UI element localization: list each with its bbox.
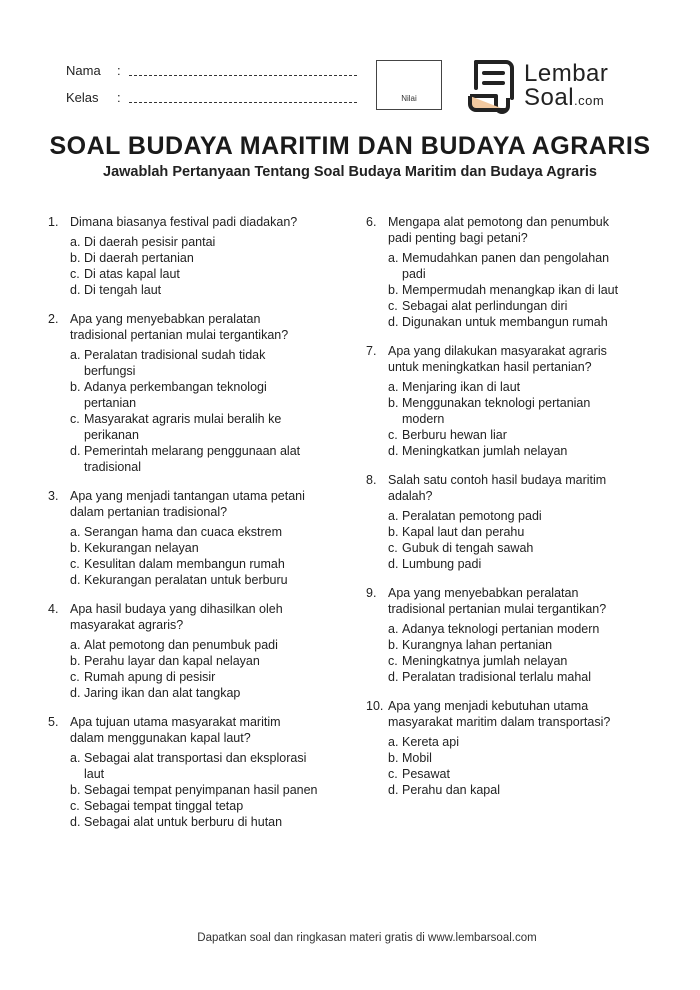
option-letter: c.	[70, 267, 80, 281]
option-text: Sebagai alat transportasi dan eksplorasi laut	[84, 751, 307, 781]
option-text: Menggunakan teknologi pertanian modern	[402, 396, 591, 426]
logo-text-suffix: .com	[574, 93, 605, 108]
answer-option[interactable]	[388, 540, 636, 556]
answer-option[interactable]	[70, 266, 318, 282]
option-letter: c.	[70, 412, 80, 426]
option-letter: b.	[70, 654, 81, 668]
option-text: Pemerintah melarang penggunaan alat tradisional	[84, 444, 301, 474]
kelas-input-line[interactable]	[129, 102, 357, 103]
answer-option[interactable]	[388, 250, 636, 282]
answer-option[interactable]	[388, 782, 636, 798]
option-letter: d.	[70, 573, 81, 587]
answer-option[interactable]	[388, 395, 636, 427]
question-4	[48, 601, 318, 701]
option-letter: d.	[388, 444, 399, 458]
option-text: Adanya teknologi pertanian modern	[402, 622, 600, 636]
option-text: Digunakan untuk membangun rumah	[402, 315, 608, 329]
answer-option[interactable]	[388, 314, 636, 330]
option-text: Meningkatnya jumlah nelayan	[402, 654, 568, 668]
option-text: Kurangnya lahan pertanian	[402, 638, 553, 652]
answer-option[interactable]	[388, 427, 636, 443]
answer-option[interactable]	[70, 798, 318, 814]
option-letter: c.	[388, 299, 398, 313]
option-letter: a.	[70, 525, 81, 539]
question-number: 9.	[366, 586, 377, 600]
option-letter: d.	[70, 686, 81, 700]
answer-option[interactable]	[70, 234, 318, 250]
option-text: Sebagai alat perlindungan diri	[402, 299, 568, 313]
option-letter: b.	[70, 783, 81, 797]
answer-option[interactable]	[388, 282, 636, 298]
question-3	[48, 488, 318, 588]
answer-option[interactable]	[388, 621, 636, 637]
option-text: Kekurangan peralatan untuk berburu	[84, 573, 288, 587]
option-text: Sebagai alat untuk berburu di hutan	[84, 815, 283, 829]
option-letter: a.	[388, 251, 399, 265]
option-letter: a.	[70, 235, 81, 249]
answer-option[interactable]	[70, 282, 318, 298]
question-text: Mengapa alat pemotong dan penumbuk padi penting bagi petani?	[388, 215, 609, 245]
lembarsoal-logo	[466, 58, 616, 114]
answer-option[interactable]	[388, 379, 636, 395]
question-number: 6.	[366, 215, 377, 229]
option-text: Adanya perkembangan teknologi pertanian	[84, 380, 267, 410]
answer-option[interactable]	[388, 734, 636, 750]
question-number: 3.	[48, 489, 59, 503]
document-scroll-icon	[466, 58, 520, 114]
option-text: Sebagai tempat tinggal tetap	[84, 799, 244, 813]
option-letter: a.	[388, 509, 399, 523]
answer-option[interactable]	[70, 653, 318, 669]
question-text: Apa yang menjadi tantangan utama petani dalam pertanian tradisional?	[70, 489, 305, 519]
option-letter: b.	[388, 396, 399, 410]
question-10	[366, 698, 636, 798]
question-1	[48, 214, 318, 298]
option-text: Sebagai tempat penyimpanan hasil panen	[84, 783, 318, 797]
question-number: 2.	[48, 312, 59, 326]
option-letter: c.	[70, 799, 80, 813]
option-text: Rumah apung di pesisir	[84, 670, 216, 684]
answer-option[interactable]	[70, 250, 318, 266]
answer-option[interactable]	[388, 556, 636, 572]
option-text: Peralatan pemotong padi	[402, 509, 542, 523]
option-letter: b.	[388, 751, 399, 765]
option-text: Peralatan tradisional sudah tidak berfungsi	[84, 348, 266, 378]
question-text: Dimana biasanya festival padi diadakan?	[70, 215, 298, 229]
question-8	[366, 472, 636, 572]
option-letter: b.	[388, 638, 399, 652]
answer-option[interactable]	[388, 750, 636, 766]
option-letter: a.	[388, 735, 399, 749]
option-letter: d.	[70, 283, 81, 297]
question-text: Apa yang menyebabkan peralatan tradisional pertanian mulai tergantikan?	[70, 312, 289, 342]
answer-option[interactable]	[388, 524, 636, 540]
answer-option[interactable]	[70, 411, 318, 443]
question-number: 4.	[48, 602, 59, 616]
option-text: Meningkatkan jumlah nelayan	[402, 444, 568, 458]
questions-left-column	[48, 214, 318, 843]
option-text: Jaring ikan dan alat tangkap	[84, 686, 241, 700]
answer-option[interactable]	[70, 379, 318, 411]
option-letter: d.	[388, 783, 399, 797]
answer-option[interactable]	[70, 524, 318, 540]
question-9	[366, 585, 636, 685]
option-letter: d.	[388, 315, 399, 329]
option-letter: c.	[70, 557, 80, 571]
option-text: Menjaring ikan di laut	[402, 380, 521, 394]
option-text: Di daerah pesisir pantai	[84, 235, 216, 249]
logo-text-lembar: Lembar	[524, 60, 609, 87]
answer-option[interactable]	[70, 347, 318, 379]
option-letter: a.	[70, 348, 81, 362]
option-letter: a.	[388, 380, 399, 394]
answer-option[interactable]	[70, 572, 318, 588]
question-7	[366, 343, 636, 459]
option-text: Di daerah pertanian	[84, 251, 194, 265]
question-number: 10.	[366, 699, 384, 713]
kelas-label: Kelas	[66, 90, 99, 105]
nilai-box[interactable]	[376, 60, 442, 110]
kelas-colon: :	[117, 90, 121, 105]
answer-option[interactable]	[388, 653, 636, 669]
option-text: Pesawat	[402, 767, 450, 781]
option-text: Mobil	[402, 751, 432, 765]
question-2	[48, 311, 318, 475]
nama-colon: :	[117, 63, 121, 78]
answer-option[interactable]	[388, 766, 636, 782]
option-text: Mempermudah menangkap ikan di laut	[402, 283, 619, 297]
option-letter: b.	[70, 251, 81, 265]
option-letter: c.	[388, 767, 398, 781]
answer-option[interactable]	[70, 750, 318, 782]
question-number: 5.	[48, 715, 59, 729]
option-letter: d.	[388, 557, 399, 571]
option-text: Perahu dan kapal	[402, 783, 500, 797]
option-letter: c.	[388, 428, 398, 442]
nama-field[interactable]	[66, 63, 366, 83]
option-letter: d.	[70, 444, 81, 458]
answer-option[interactable]	[70, 782, 318, 798]
option-letter: c.	[388, 654, 398, 668]
option-text: Kereta api	[402, 735, 459, 749]
question-text: Apa yang menjadi kebutuhan utama masyarakat maritim dalam transportasi?	[388, 699, 611, 729]
answer-option[interactable]	[70, 814, 318, 830]
option-letter: d.	[70, 815, 81, 829]
question-5	[48, 714, 318, 830]
answer-option[interactable]	[70, 637, 318, 653]
option-text: Masyarakat agraris mulai beralih ke perikanan	[84, 412, 282, 442]
question-number: 1.	[48, 215, 59, 229]
nilai-label: Nilai	[401, 94, 417, 103]
question-number: 7.	[366, 344, 377, 358]
option-text: Serangan hama dan cuaca ekstrem	[84, 525, 283, 539]
option-letter: c.	[70, 670, 80, 684]
footer-note: Dapatkan soal dan ringkasan materi gratis di www.lembarsoal.com	[197, 932, 537, 944]
option-letter: c.	[388, 541, 398, 555]
answer-option[interactable]	[388, 508, 636, 524]
logo-text-soal: Soal.com	[524, 84, 605, 111]
option-letter: b.	[70, 380, 81, 394]
question-6	[366, 214, 636, 330]
option-text: Gubuk di tengah sawah	[402, 541, 534, 555]
answer-option[interactable]	[70, 540, 318, 556]
option-text: Kesulitan dalam membangun rumah	[84, 557, 285, 571]
option-text: Peralatan tradisional terlalu mahal	[402, 670, 591, 684]
page-subtitle: Jawablah Pertanyaan Tentang Soal Budaya Maritim dan Budaya Agraris	[103, 164, 597, 180]
question-text: Apa yang menyebabkan peralatan tradisional pertanian mulai tergantikan?	[388, 586, 607, 616]
answer-option[interactable]	[70, 669, 318, 685]
option-letter: a.	[388, 622, 399, 636]
option-text: Perahu layar dan kapal nelayan	[84, 654, 260, 668]
nama-label: Nama	[66, 63, 101, 78]
page-title: SOAL BUDAYA MARITIM DAN BUDAYA AGRARIS	[49, 132, 651, 160]
answer-option[interactable]	[388, 443, 636, 459]
option-text: Di atas kapal laut	[84, 267, 180, 281]
option-letter: b.	[388, 525, 399, 539]
answer-option[interactable]	[388, 637, 636, 653]
option-text: Kapal laut dan perahu	[402, 525, 525, 539]
kelas-field[interactable]	[66, 90, 366, 110]
option-text: Alat pemotong dan penumbuk padi	[84, 638, 278, 652]
option-letter: b.	[388, 283, 399, 297]
question-text: Apa tujuan utama masyarakat maritim dalam menggunakan kapal laut?	[70, 715, 281, 745]
option-letter: d.	[388, 670, 399, 684]
question-text: Apa hasil budaya yang dihasilkan oleh masyarakat agraris?	[70, 602, 283, 632]
questions-right-column	[366, 214, 636, 811]
option-text: Berburu hewan liar	[402, 428, 507, 442]
question-number: 8.	[366, 473, 377, 487]
nama-input-line[interactable]	[129, 75, 357, 76]
answer-option[interactable]	[70, 685, 318, 701]
answer-option[interactable]	[70, 556, 318, 572]
option-text: Memudahkan panen dan pengolahan padi	[402, 251, 610, 281]
option-text: Lumbung padi	[402, 557, 482, 571]
option-text: Di tengah laut	[84, 283, 162, 297]
option-letter: b.	[70, 541, 81, 555]
answer-option[interactable]	[388, 669, 636, 685]
option-letter: a.	[70, 638, 81, 652]
option-text: Kekurangan nelayan	[84, 541, 199, 555]
answer-option[interactable]	[388, 298, 636, 314]
answer-option[interactable]	[70, 443, 318, 475]
question-text: Apa yang dilakukan masyarakat agraris untuk meningkatkan hasil pertanian?	[388, 344, 607, 374]
question-text: Salah satu contoh hasil budaya maritim adalah?	[388, 473, 607, 503]
option-letter: a.	[70, 751, 81, 765]
